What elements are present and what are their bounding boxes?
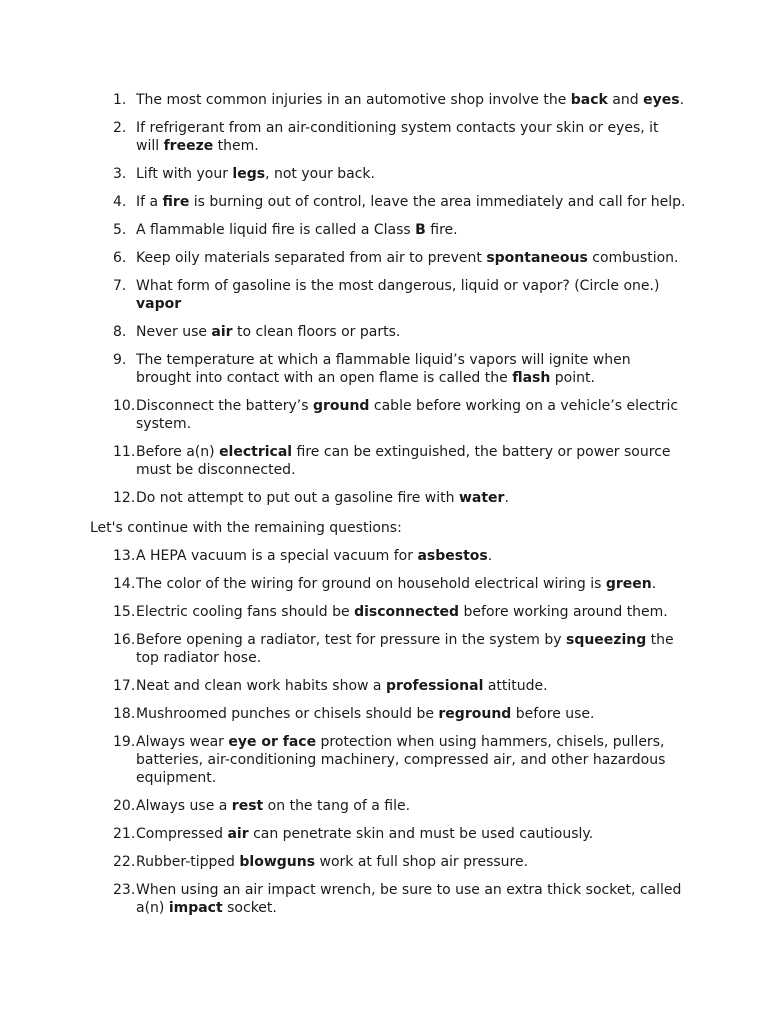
answer-text: rest: [231, 798, 264, 814]
question-number: 16.: [113, 632, 136, 648]
question-item: [0, 677, 686, 695]
answer-text: professional: [385, 678, 484, 694]
answer-text: water: [458, 490, 505, 506]
question-item: [0, 881, 686, 917]
answer-text: legs: [232, 166, 266, 182]
question-number: 8.: [113, 324, 127, 340]
answer-text: reground: [438, 706, 512, 722]
question-text: Mushroomed punches or chisels should be reground before use.: [136, 706, 595, 722]
question-number: 23.: [113, 882, 136, 898]
question-number: 2.: [113, 120, 127, 136]
question-number: 12.: [113, 490, 136, 506]
question-number: 20.: [113, 798, 136, 814]
question-number: 22.: [113, 854, 136, 870]
question-item: [0, 603, 686, 621]
question-item: [0, 193, 686, 211]
answer-text: spontaneous: [486, 250, 588, 266]
question-list-1-12: [0, 91, 768, 517]
question-number: 17.: [113, 678, 136, 694]
question-text: A flammable liquid fire is called a Class B fire.: [136, 222, 458, 238]
question-item: [0, 249, 686, 267]
question-item: [0, 733, 686, 787]
question-number: 10.: [113, 398, 136, 414]
answer-text: air: [211, 324, 233, 340]
question-item: [0, 575, 686, 593]
question-number: 5.: [113, 222, 127, 238]
interlude-text: Let's continue with the remaining questions:: [90, 520, 402, 536]
answer-text: freeze: [163, 138, 214, 154]
question-number: 19.: [113, 734, 136, 750]
answer-text: disconnected: [354, 604, 460, 620]
question-text: Compressed air can penetrate skin and must be used cautiously.: [136, 826, 594, 842]
answer-text: squeezing: [565, 632, 647, 648]
answer-text: eye or face: [228, 734, 317, 750]
question-item: [0, 221, 686, 239]
question-number: 9.: [113, 352, 127, 368]
question-item: [0, 277, 686, 313]
question-text: Disconnect the battery’s ground cable before working on a vehicle’s electric system.: [136, 398, 679, 432]
question-text: Keep oily materials separated from air to prevent spontaneous combustion.: [136, 250, 679, 266]
answer-text: flash: [512, 370, 551, 386]
question-text: When using an air impact wrench, be sure to use an extra thick socket, called a(n) impact socket.: [136, 882, 682, 916]
question-item: [0, 323, 686, 341]
question-text: Before opening a radiator, test for pressure in the system by squeezing the top radiator hose.: [136, 632, 674, 666]
question-text: Always use a rest on the tang of a file.: [136, 798, 411, 814]
question-text: Electric cooling fans should be disconnected before working around them.: [136, 604, 668, 620]
question-item: [0, 165, 686, 183]
answer-text: B: [415, 222, 426, 238]
question-number: 7.: [113, 278, 127, 294]
question-text: The temperature at which a flammable liquid’s vapors will ignite when brought into contact with an open flame is called the flash point.: [136, 352, 631, 386]
question-text: If refrigerant from an air-conditioning system contacts your skin or eyes, it will freeze them.: [136, 120, 659, 154]
answer-text: air: [227, 826, 249, 842]
question-item: [0, 631, 686, 667]
question-text: What form of gasoline is the most dangerous, liquid or vapor? (Circle one.) vapor: [136, 278, 660, 312]
question-number: 6.: [113, 250, 127, 266]
question-number: 4.: [113, 194, 127, 210]
question-text: Do not attempt to put out a gasoline fire with water.: [136, 490, 509, 506]
answer-text: ground: [312, 398, 370, 414]
question-text: Rubber-tipped blowguns work at full shop air pressure.: [136, 854, 529, 870]
answer-text: impact: [168, 900, 223, 916]
question-item: [0, 853, 686, 871]
question-text: Neat and clean work habits show a professional attitude.: [136, 678, 548, 694]
question-text: Always wear eye or face protection when using hammers, chisels, pullers, batteries, air-conditioning machinery, compressed air, and other hazardous equipment.: [136, 734, 666, 786]
question-item: [0, 397, 686, 433]
question-text: The color of the wiring for ground on household electrical wiring is green.: [136, 576, 657, 592]
question-item: [0, 705, 686, 723]
question-item: [0, 91, 686, 109]
question-item: [0, 119, 686, 155]
question-number: 13.: [113, 548, 136, 564]
question-number: 3.: [113, 166, 127, 182]
answer-text: asbestos: [417, 548, 488, 564]
question-text: Never use air to clean floors or parts.: [136, 324, 401, 340]
question-number: 11.: [113, 444, 136, 460]
question-text: Lift with your legs, not your back.: [136, 166, 375, 182]
question-number: 21.: [113, 826, 136, 842]
question-number: 14.: [113, 576, 136, 592]
answer-text: eyes: [643, 92, 680, 108]
question-text: Before a(n) electrical fire can be extinguished, the battery or power source must be disconnected.: [136, 444, 671, 478]
answer-text: blowguns: [239, 854, 316, 870]
question-number: 1.: [113, 92, 127, 108]
question-number: 18.: [113, 706, 136, 722]
question-text: If a fire is burning out of control, leave the area immediately and call for help.: [136, 194, 686, 210]
question-item: [0, 351, 686, 387]
question-text: A HEPA vacuum is a special vacuum for asbestos.: [136, 548, 493, 564]
question-item: [0, 797, 686, 815]
question-text: The most common injuries in an automotive shop involve the back and eyes.: [136, 92, 685, 108]
question-item: [0, 443, 686, 479]
answer-text: vapor: [136, 296, 182, 312]
question-list-13-23: [0, 547, 768, 927]
question-item: [0, 547, 686, 565]
question-number: 15.: [113, 604, 136, 620]
question-item: [0, 825, 686, 843]
answer-text: electrical: [219, 444, 293, 460]
answer-text: fire: [162, 194, 190, 210]
answer-text: green: [605, 576, 652, 592]
answer-text: back: [570, 92, 608, 108]
question-item: [0, 489, 686, 507]
